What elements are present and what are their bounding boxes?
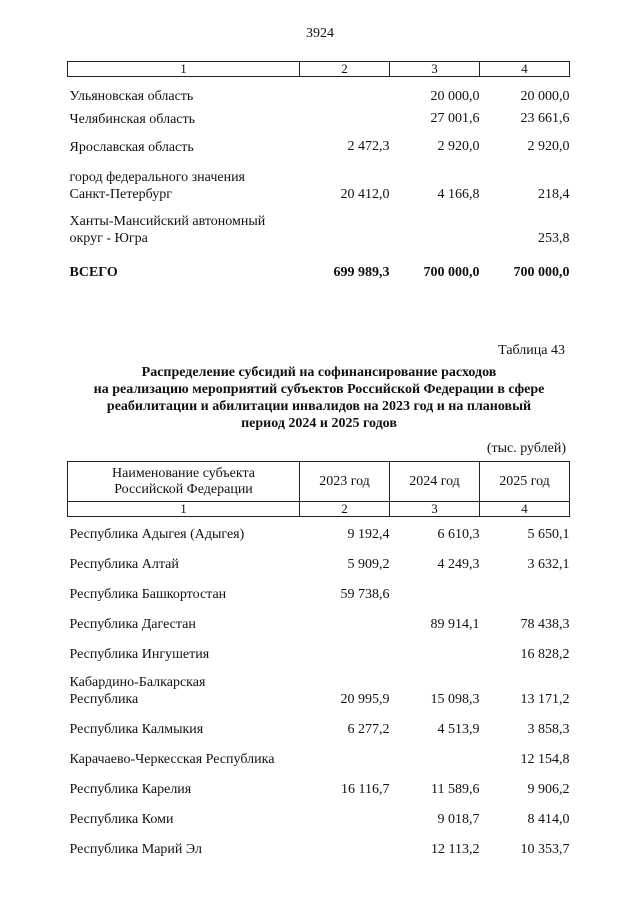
region-name xyxy=(68,205,300,249)
region-name: Ярославская область xyxy=(69,139,194,155)
region-name-line: Республика xyxy=(69,692,139,707)
value-2024: 20 000,0 xyxy=(430,89,480,104)
value-2025: 10 353,7 xyxy=(520,842,570,857)
total-2023: 699 989,3 xyxy=(333,265,390,280)
title-line: реабилитации и абилитации инвалидов на 2023 год и на плановый xyxy=(106,399,532,414)
value-2025: 8 414,0 xyxy=(527,812,570,827)
column-number: 3 xyxy=(390,62,480,77)
region-name: Республика Калмыкия xyxy=(69,722,204,737)
value-2023: 6 277,2 xyxy=(347,722,390,737)
value-2023: 20 412,0 xyxy=(340,187,390,202)
region-name: Республика Алтай xyxy=(69,557,179,572)
value-2025: 3 858,3 xyxy=(527,722,570,737)
header-region-name xyxy=(68,462,300,502)
region-name-line: Ханты-Мансийский автономный xyxy=(69,214,266,229)
region-name xyxy=(68,161,300,205)
header-2024: 2024 год xyxy=(390,462,480,502)
total-label: ВСЕГО xyxy=(69,265,118,280)
value-2024: 89 914,1 xyxy=(430,617,480,632)
column-number: 4 xyxy=(480,62,570,77)
value-2024: 12 113,2 xyxy=(431,842,480,857)
region-name: Карачаево-Черкесская Республика xyxy=(69,752,275,767)
value-2023 xyxy=(300,105,390,133)
value-2023: 2 472,3 xyxy=(347,139,390,154)
region-name: Республика Ингушетия xyxy=(69,647,210,662)
region-name xyxy=(68,665,300,710)
value-2024: 15 098,3 xyxy=(430,692,480,707)
title-line: на реализацию мероприятий субъектов Российской Федерации в сфере xyxy=(93,382,545,397)
column-number: 4 xyxy=(480,502,570,517)
table-row xyxy=(68,161,570,205)
value-2025: 5 650,1 xyxy=(527,527,570,542)
table-row xyxy=(68,830,570,860)
region-name: Республика Дагестан xyxy=(69,617,196,632)
subsidies-table xyxy=(67,461,570,860)
region-name: Республика Адыгея (Адыгея) xyxy=(69,527,245,542)
table-row xyxy=(68,575,570,605)
value-2024: 9 018,7 xyxy=(437,812,480,827)
header-2023: 2023 год xyxy=(300,462,390,502)
table-row xyxy=(68,105,570,133)
value-2024: 11 589,6 xyxy=(431,782,480,797)
header-2025: 2025 год xyxy=(480,462,570,502)
total-row xyxy=(68,249,570,283)
table-row xyxy=(68,635,570,665)
value-2024: 4 249,3 xyxy=(437,557,480,572)
value-2025: 253,8 xyxy=(538,231,570,246)
region-name: Ульяновская область xyxy=(69,89,194,104)
value-2024: 4 166,8 xyxy=(437,187,480,202)
value-2023: 20 995,9 xyxy=(340,692,390,707)
region-name-line: Санкт-Петербург xyxy=(69,187,172,202)
table-column-numbers xyxy=(68,62,570,77)
value-2023: 9 192,4 xyxy=(347,527,390,542)
region-name: Челябинская область xyxy=(69,111,195,127)
header-line: Российской Федерации xyxy=(114,481,253,497)
value-2023 xyxy=(300,205,390,249)
region-name-line: Кабардино-Балкарская xyxy=(69,675,206,690)
value-2025: 3 632,1 xyxy=(527,557,570,572)
column-number: 3 xyxy=(390,502,480,517)
value-2024 xyxy=(390,575,480,605)
table-label: Таблица 43 xyxy=(498,343,565,358)
value-2025: 23 661,6 xyxy=(520,111,570,126)
value-2025: 12 154,8 xyxy=(520,752,570,767)
column-number: 2 xyxy=(300,502,390,517)
value-2025 xyxy=(480,575,570,605)
table-column-numbers xyxy=(68,502,570,517)
region-name: Республика Башкортостан xyxy=(69,587,227,602)
value-2025: 9 906,2 xyxy=(527,782,570,797)
region-name-line: город федерального значения xyxy=(69,170,245,185)
column-number: 1 xyxy=(68,502,300,517)
value-2024 xyxy=(390,205,480,249)
table-header xyxy=(68,462,570,502)
table-row xyxy=(68,740,570,770)
region-name: Республика Марий Эл xyxy=(69,842,202,857)
value-2023: 16 116,7 xyxy=(341,782,390,797)
value-2023 xyxy=(300,635,390,665)
value-2023 xyxy=(300,77,390,106)
table-row xyxy=(68,545,570,575)
value-2024: 4 513,9 xyxy=(437,722,480,737)
value-2024: 6 610,3 xyxy=(437,527,480,542)
value-2025: 2 920,0 xyxy=(527,139,570,154)
value-2023 xyxy=(300,830,390,860)
table-row xyxy=(68,770,570,800)
value-2023: 59 738,6 xyxy=(340,587,390,602)
table-row xyxy=(68,517,570,546)
region-name: Республика Карелия xyxy=(69,782,192,797)
header-line: Наименование субъекта xyxy=(112,465,255,481)
table-row xyxy=(68,710,570,740)
column-number: 1 xyxy=(68,62,300,77)
table-row xyxy=(68,665,570,710)
value-2025: 13 171,2 xyxy=(520,692,570,707)
table-row xyxy=(68,77,570,106)
value-2023: 5 909,2 xyxy=(347,557,390,572)
value-2025: 16 828,2 xyxy=(520,647,570,662)
table-row xyxy=(68,205,570,249)
total-2024: 700 000,0 xyxy=(423,265,480,280)
total-2025: 700 000,0 xyxy=(513,265,570,280)
column-number: 2 xyxy=(300,62,390,77)
table-row xyxy=(68,800,570,830)
value-2023 xyxy=(300,800,390,830)
value-2024: 27 001,6 xyxy=(430,111,480,126)
table-title xyxy=(68,364,570,432)
unit-label: (тыс. рублей) xyxy=(486,441,566,456)
value-2024 xyxy=(390,635,480,665)
region-name-line: округ - Югра xyxy=(69,231,148,246)
table-continuation xyxy=(67,61,570,283)
page-number: 3924 xyxy=(306,26,334,41)
value-2025: 218,4 xyxy=(538,187,570,202)
value-2024: 2 920,0 xyxy=(437,139,480,154)
value-2023 xyxy=(300,605,390,635)
value-2025: 78 438,3 xyxy=(520,617,570,632)
region-name: Республика Коми xyxy=(69,812,174,827)
title-line: Распределение субсидий на софинансирование расходов xyxy=(141,365,497,380)
value-2025: 20 000,0 xyxy=(520,89,570,104)
table-row xyxy=(68,605,570,635)
table-row xyxy=(68,133,570,161)
title-line: период 2024 и 2025 годов xyxy=(241,416,397,431)
